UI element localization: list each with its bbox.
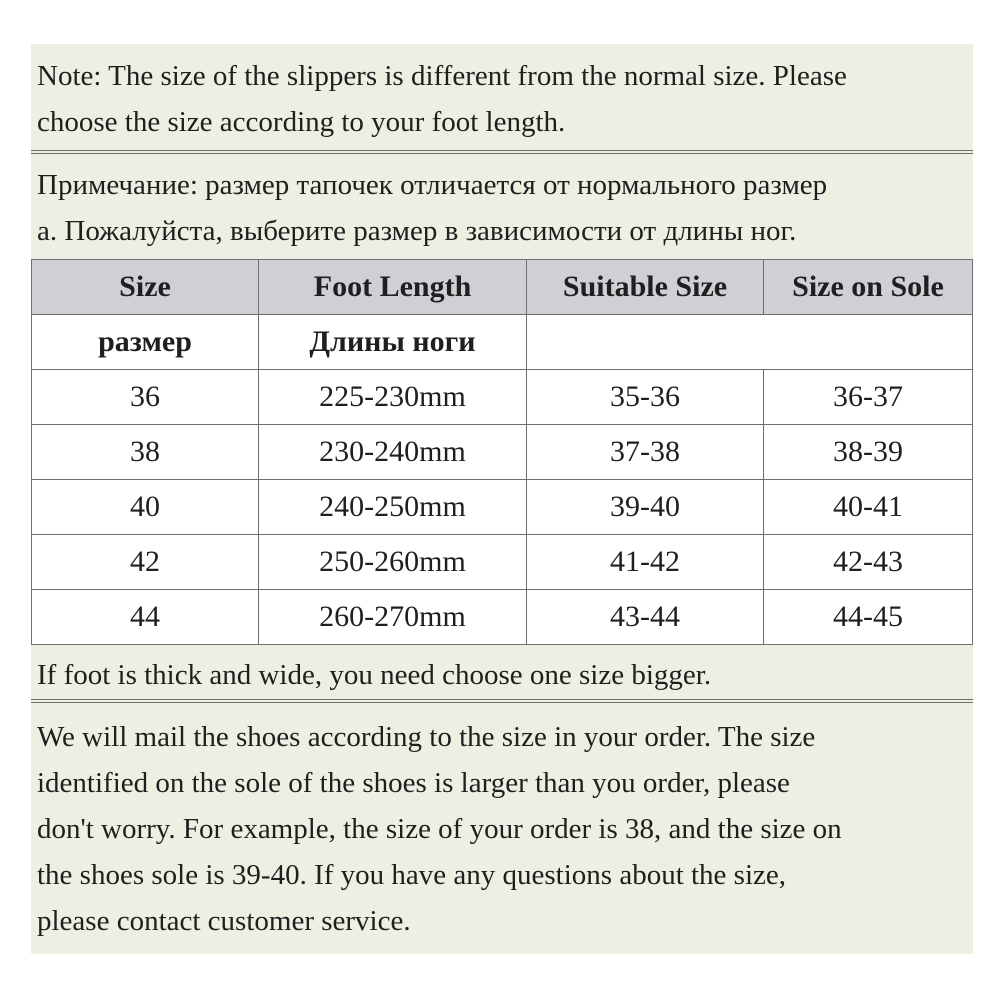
cell-size-on-sole: 42-43 [764,535,973,590]
cell-size: 42 [32,535,259,590]
mail-note-line: don't worry. For example, the size of your order is 38, and the size on [37,813,842,845]
cell-size-on-sole: 36-37 [764,370,973,425]
table-header-row [32,260,973,315]
cell-size: 44 [32,590,259,645]
mail-note-line: identified on the sole of the shoes is larger than you order, please [37,767,790,799]
size-chart-table [31,259,973,645]
subheader-empty [527,315,973,370]
header-foot-length: Foot Length [259,260,527,315]
cell-suitable-size: 41-42 [527,535,764,590]
header-size: Size [32,260,259,315]
cell-size-on-sole: 44-45 [764,590,973,645]
mail-note-line: please contact customer service. [37,905,411,937]
table-subheader-row [32,315,973,370]
subheader-foot-length-ru: Длины ноги [259,315,527,370]
cell-foot-length: 230-240mm [259,425,527,480]
header-size-on-sole: Size on Sole [764,260,973,315]
cell-foot-length: 250-260mm [259,535,527,590]
divider [31,699,973,703]
note-russian-line: Примечание: размер тапочек отличается от нормального размер [37,169,828,201]
cell-size-on-sole: 40-41 [764,480,973,535]
divider [31,150,973,154]
cell-size-on-sole: 38-39 [764,425,973,480]
note-english-line: Note: The size of the slippers is different from the normal size. Please [37,60,847,92]
table-row [32,480,973,535]
cell-suitable-size: 37-38 [527,425,764,480]
mail-note-line: the shoes sole is 39-40. If you have any questions about the size, [37,859,787,891]
subheader-size-ru: размер [32,315,259,370]
table-row [32,370,973,425]
cell-foot-length: 260-270mm [259,590,527,645]
wide-foot-note [37,652,711,698]
cell-suitable-size: 39-40 [527,480,764,535]
mail-note [37,714,842,944]
cell-foot-length: 240-250mm [259,480,527,535]
cell-size: 40 [32,480,259,535]
cell-size: 36 [32,370,259,425]
cell-foot-length: 225-230mm [259,370,527,425]
wide-foot-note-text: If foot is thick and wide, you need choose one size bigger. [37,659,712,691]
cell-suitable-size: 43-44 [527,590,764,645]
table-row [32,590,973,645]
note-english-line: choose the size according to your foot length. [37,106,566,138]
table-row [32,535,973,590]
mail-note-line: We will mail the shoes according to the size in your order. The size [37,721,816,753]
cell-size: 38 [32,425,259,480]
header-suitable-size: Suitable Size [527,260,764,315]
note-russian-line: а. Пожалуйста, выберите размер в зависимости от длины ног. [37,215,797,247]
note-english [37,53,847,145]
note-russian [37,162,827,254]
cell-suitable-size: 35-36 [527,370,764,425]
table-row [32,425,973,480]
